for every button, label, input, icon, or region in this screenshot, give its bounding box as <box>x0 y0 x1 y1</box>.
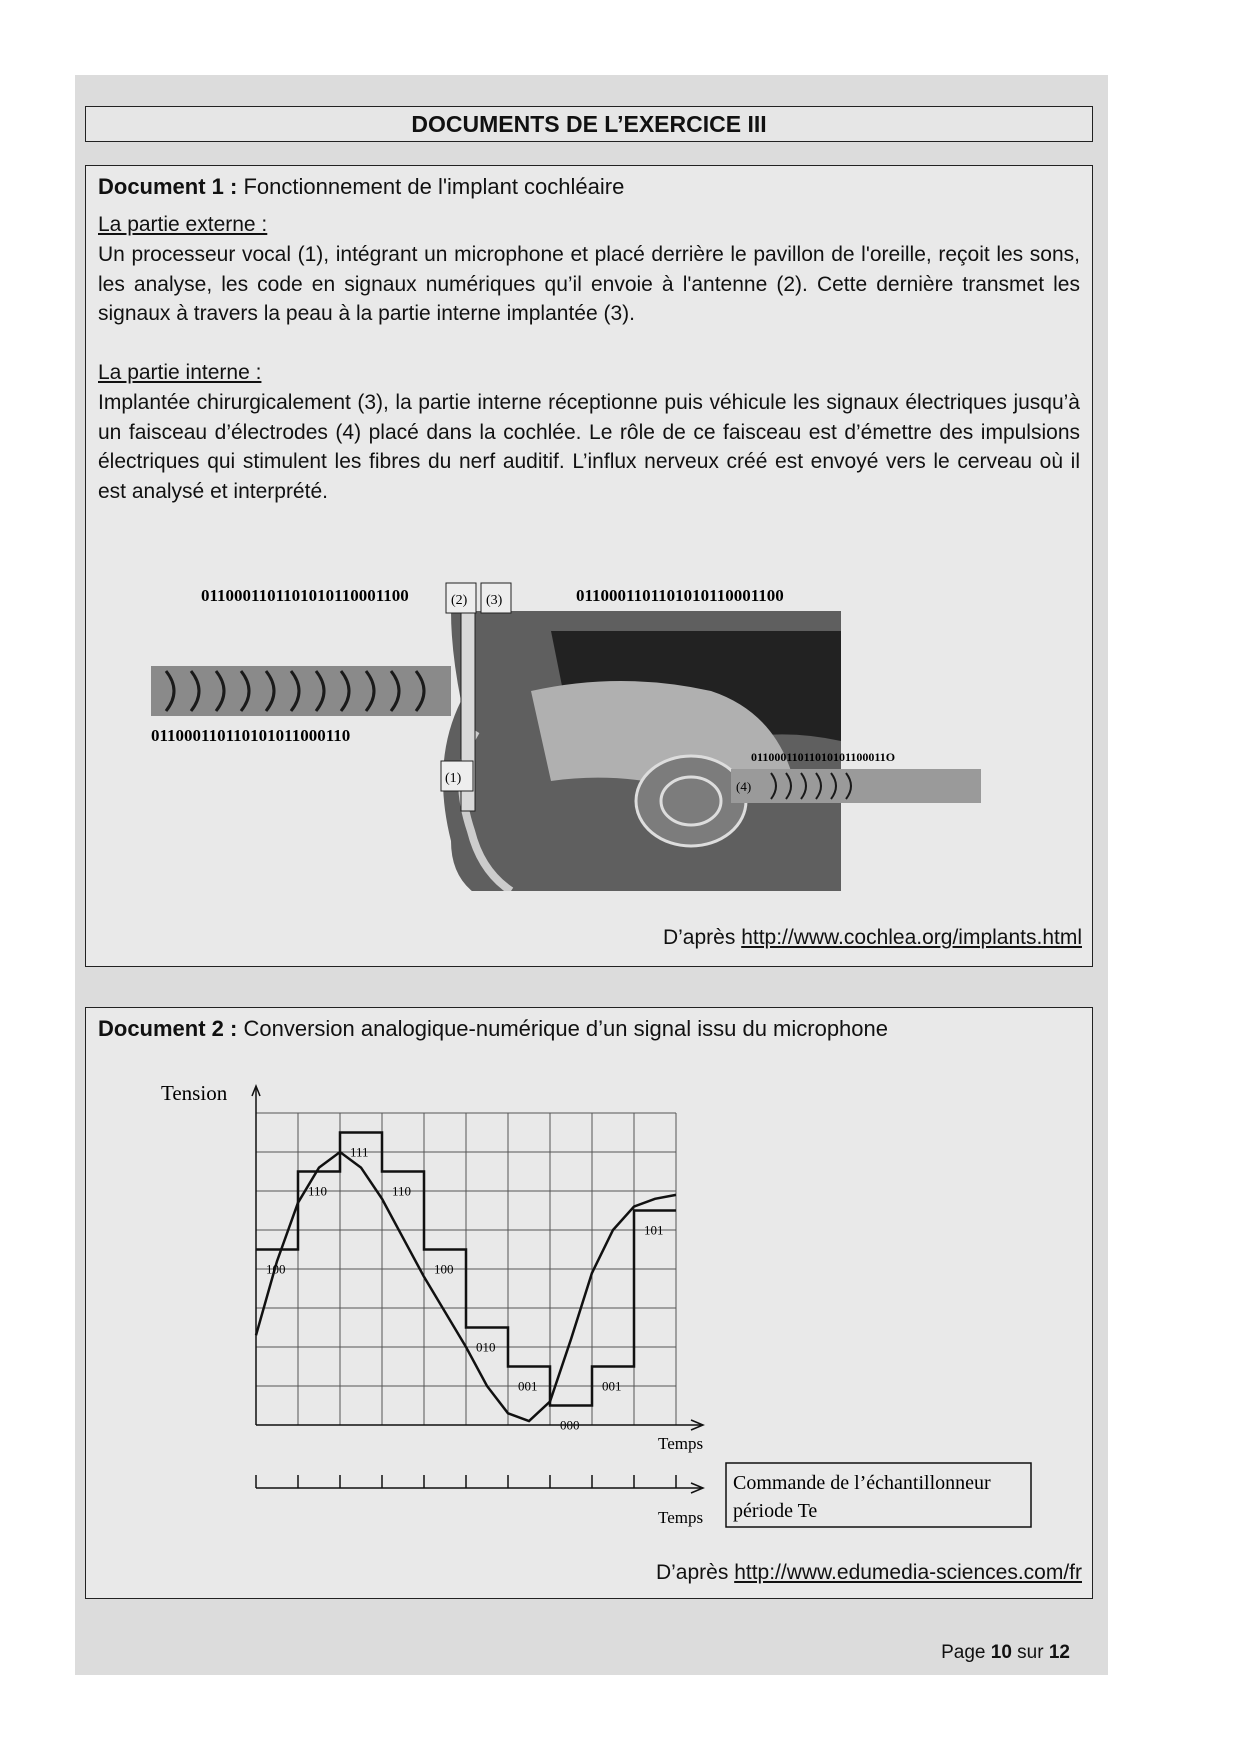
adc-chart <box>141 1063 1041 1543</box>
doc2-title <box>98 1016 888 1042</box>
doc1-credit-link[interactable]: http://www.cochlea.org/implants.html <box>741 926 1082 949</box>
doc1-label: Document 1 : <box>98 174 238 199</box>
doc2-label: Document 2 : <box>98 1016 238 1041</box>
document-1 <box>85 165 1093 967</box>
sample-code-label: 110 <box>308 1183 328 1199</box>
doc1-externe-text: Un processeur vocal (1), intégrant un microphone et placé derrière le pavillon de l'oreille, reçoit les sons, les analyse, les code en signaux numériques qu’il envoie à l'antenne (2). Cette dernière transmet les signaux à travers la peau à la partie interne implantée (3). <box>98 243 1080 325</box>
label-2: (2) <box>451 593 468 608</box>
doc2-credit-prefix: D’après <box>655 1561 729 1584</box>
label-3: (3) <box>486 593 503 608</box>
electrode-band <box>731 769 981 803</box>
binary-string-4: 01100011011010101100011O <box>751 750 896 764</box>
binary-string-3: 011000110110101011000110 <box>151 726 351 745</box>
sample-code-label: 100 <box>266 1261 286 1277</box>
sampler-box-line-2: période Te <box>733 1500 818 1522</box>
doc1-title-text: Fonctionnement de l'implant cochléaire <box>243 174 625 199</box>
doc1-externe-heading: La partie externe : <box>98 213 268 236</box>
sampler-axis-label: Temps <box>658 1508 704 1527</box>
page-prefix: Page <box>941 1642 986 1663</box>
doc1-credit-prefix: D’après <box>662 926 736 949</box>
sample-code-label: 101 <box>644 1222 664 1238</box>
y-axis-label: Tension <box>161 1081 228 1105</box>
page-total: 12 <box>1048 1642 1070 1663</box>
doc2-credit <box>656 1561 1082 1585</box>
label-1: (1) <box>445 771 462 786</box>
doc2-credit-link[interactable]: http://www.edumedia-sciences.com/fr <box>734 1561 1082 1584</box>
binary-string-2: 0110001101101010110001100 <box>576 586 784 605</box>
sample-code-label: 000 <box>560 1417 580 1433</box>
doc1-credit <box>663 926 1082 950</box>
document-2 <box>85 1007 1093 1599</box>
page-title-text: DOCUMENTS DE L’EXERCICE III <box>411 110 767 137</box>
x-axis-label: Temps <box>658 1434 704 1453</box>
page-sur: sur <box>1017 1642 1044 1663</box>
doc1-interne-heading: La partie interne : <box>98 361 262 384</box>
sound-wave-band <box>151 666 451 716</box>
sample-code-label: 111 <box>350 1144 369 1160</box>
page-number <box>941 1642 1070 1664</box>
cochlea <box>636 756 746 846</box>
cochlear-implant-figure <box>151 571 1021 891</box>
sampler-ticks <box>256 1475 676 1488</box>
sample-code-label: 110 <box>392 1183 412 1199</box>
sample-code-label: 010 <box>476 1339 496 1355</box>
sample-code-label: 100 <box>434 1261 454 1277</box>
sample-code-label: 001 <box>602 1378 622 1394</box>
sampler-box-line-1: Commande de l’échantillonneur <box>733 1472 991 1494</box>
doc1-interne-text: Implantée chirurgicalement (3), la partie interne réceptionne puis véhicule les signaux électriques jusqu’à un faisceau d’électrodes (4) placé dans la cochlée. Le rôle de ce faisceau est d’émettre des impulsions électriques qui stimulent les fibres du nerf auditif. L’influx nerveux créé est envoyé vers le cerveau où il est analysé et interprété. <box>98 391 1080 503</box>
page-current: 10 <box>990 1642 1012 1663</box>
doc1-title <box>98 174 624 200</box>
doc2-title-text: Conversion analogique-numérique d’un signal issu du microphone <box>243 1016 888 1041</box>
sample-code-label: 001 <box>518 1378 538 1394</box>
binary-string-1: 0110001101101010110001100 <box>201 586 409 605</box>
label-4: (4) <box>736 779 752 794</box>
page-title <box>85 106 1093 142</box>
